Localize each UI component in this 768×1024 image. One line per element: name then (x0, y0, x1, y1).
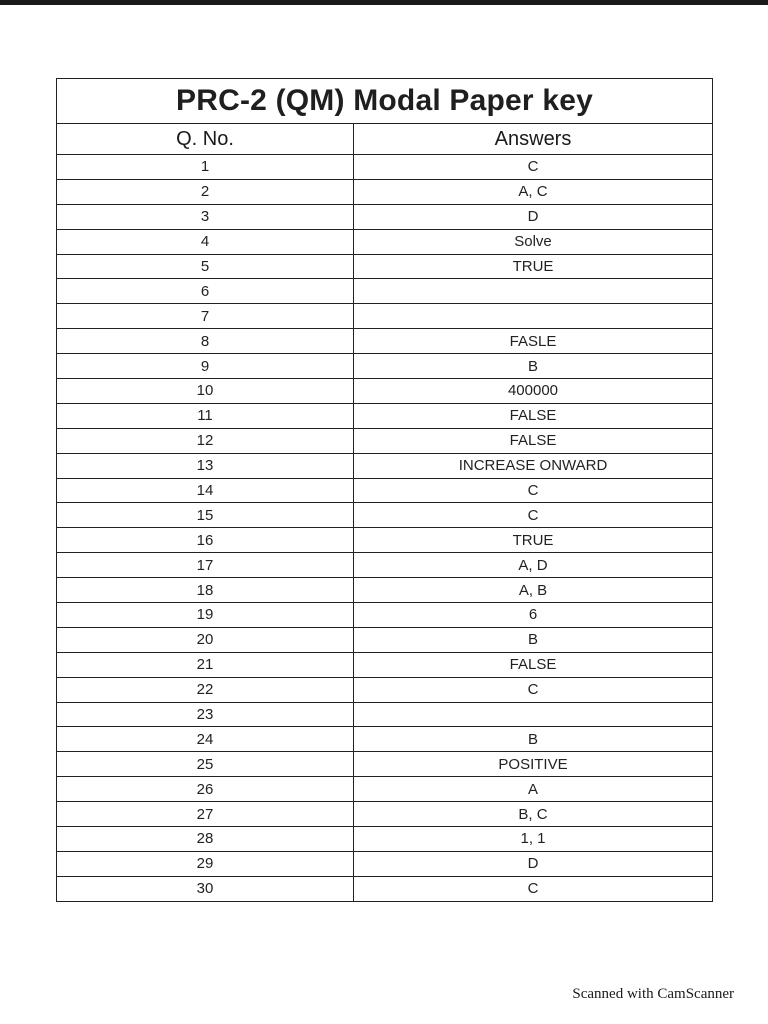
question-number-header: Q. No. (57, 124, 354, 155)
table-row (57, 603, 713, 628)
question-number-cell: 16 (57, 528, 354, 553)
table-row (57, 528, 713, 553)
answer-cell (354, 304, 713, 329)
question-number-cell: 13 (57, 453, 354, 478)
question-number-cell: 29 (57, 851, 354, 876)
answer-cell: C (354, 503, 713, 528)
answer-cell: 1, 1 (354, 827, 713, 852)
table-row (57, 553, 713, 578)
document-title: PRC-2 (QM) Modal Paper key (57, 79, 713, 124)
answer-cell: C (354, 478, 713, 503)
question-number-cell: 12 (57, 428, 354, 453)
question-number-cell: 30 (57, 876, 354, 901)
question-number-cell: 21 (57, 652, 354, 677)
title-row (57, 79, 713, 124)
question-number-cell: 27 (57, 802, 354, 827)
question-number-cell: 19 (57, 603, 354, 628)
answer-cell: FASLE (354, 329, 713, 354)
table-row (57, 876, 713, 901)
table-row (57, 254, 713, 279)
table-row (57, 204, 713, 229)
answer-cell: FALSE (354, 652, 713, 677)
answer-cell: B (354, 627, 713, 652)
question-number-cell: 18 (57, 578, 354, 603)
answer-cell: Solve (354, 229, 713, 254)
question-number-cell: 25 (57, 752, 354, 777)
answer-cell: FALSE (354, 403, 713, 428)
question-number-cell: 28 (57, 827, 354, 852)
question-number-cell: 15 (57, 503, 354, 528)
answer-cell: 400000 (354, 379, 713, 404)
table-row (57, 578, 713, 603)
table-row (57, 727, 713, 752)
table-row (57, 851, 713, 876)
answer-cell: FALSE (354, 428, 713, 453)
answer-cell: A, B (354, 578, 713, 603)
question-number-cell: 7 (57, 304, 354, 329)
answer-cell: B (354, 727, 713, 752)
table-row (57, 627, 713, 652)
table-row (57, 279, 713, 304)
answer-rows (57, 155, 713, 902)
question-number-cell: 9 (57, 354, 354, 379)
scanner-watermark: Scanned with CamScanner (572, 986, 734, 1002)
question-number-cell: 14 (57, 478, 354, 503)
question-number-cell: 23 (57, 702, 354, 727)
header-row (57, 124, 713, 155)
answer-cell: D (354, 204, 713, 229)
answer-cell: B, C (354, 802, 713, 827)
answer-cell: C (354, 677, 713, 702)
table-row (57, 677, 713, 702)
question-number-cell: 6 (57, 279, 354, 304)
question-number-cell: 4 (57, 229, 354, 254)
table-row (57, 827, 713, 852)
answer-cell: TRUE (354, 528, 713, 553)
table-row (57, 777, 713, 802)
answer-cell: POSITIVE (354, 752, 713, 777)
question-number-cell: 17 (57, 553, 354, 578)
table-row (57, 428, 713, 453)
question-number-cell: 26 (57, 777, 354, 802)
table-row (57, 179, 713, 204)
question-number-cell: 8 (57, 329, 354, 354)
answer-cell: D (354, 851, 713, 876)
answer-cell: A, C (354, 179, 713, 204)
question-number-cell: 24 (57, 727, 354, 752)
answer-cell: A, D (354, 553, 713, 578)
table-row (57, 304, 713, 329)
question-number-cell: 22 (57, 677, 354, 702)
question-number-cell: 10 (57, 379, 354, 404)
answer-cell (354, 702, 713, 727)
table-row (57, 478, 713, 503)
question-number-cell: 2 (57, 179, 354, 204)
table-row (57, 453, 713, 478)
table-row (57, 802, 713, 827)
answer-cell (354, 279, 713, 304)
table-row (57, 329, 713, 354)
answer-cell: 6 (354, 603, 713, 628)
answer-cell: TRUE (354, 254, 713, 279)
question-number-cell: 20 (57, 627, 354, 652)
table-row (57, 354, 713, 379)
question-number-cell: 1 (57, 155, 354, 180)
answer-cell: INCREASE ONWARD (354, 453, 713, 478)
table-row (57, 403, 713, 428)
table-row (57, 379, 713, 404)
question-number-cell: 11 (57, 403, 354, 428)
answer-cell: C (354, 155, 713, 180)
question-number-cell: 5 (57, 254, 354, 279)
scan-top-edge (0, 0, 768, 5)
answer-key-table (56, 78, 713, 902)
question-number-cell: 3 (57, 204, 354, 229)
answer-cell: A (354, 777, 713, 802)
table-row (57, 503, 713, 528)
table-row (57, 702, 713, 727)
answers-header: Answers (354, 124, 713, 155)
answer-cell: B (354, 354, 713, 379)
answer-cell: C (354, 876, 713, 901)
table-row (57, 752, 713, 777)
table-row (57, 652, 713, 677)
table-row (57, 229, 713, 254)
table-row (57, 155, 713, 180)
